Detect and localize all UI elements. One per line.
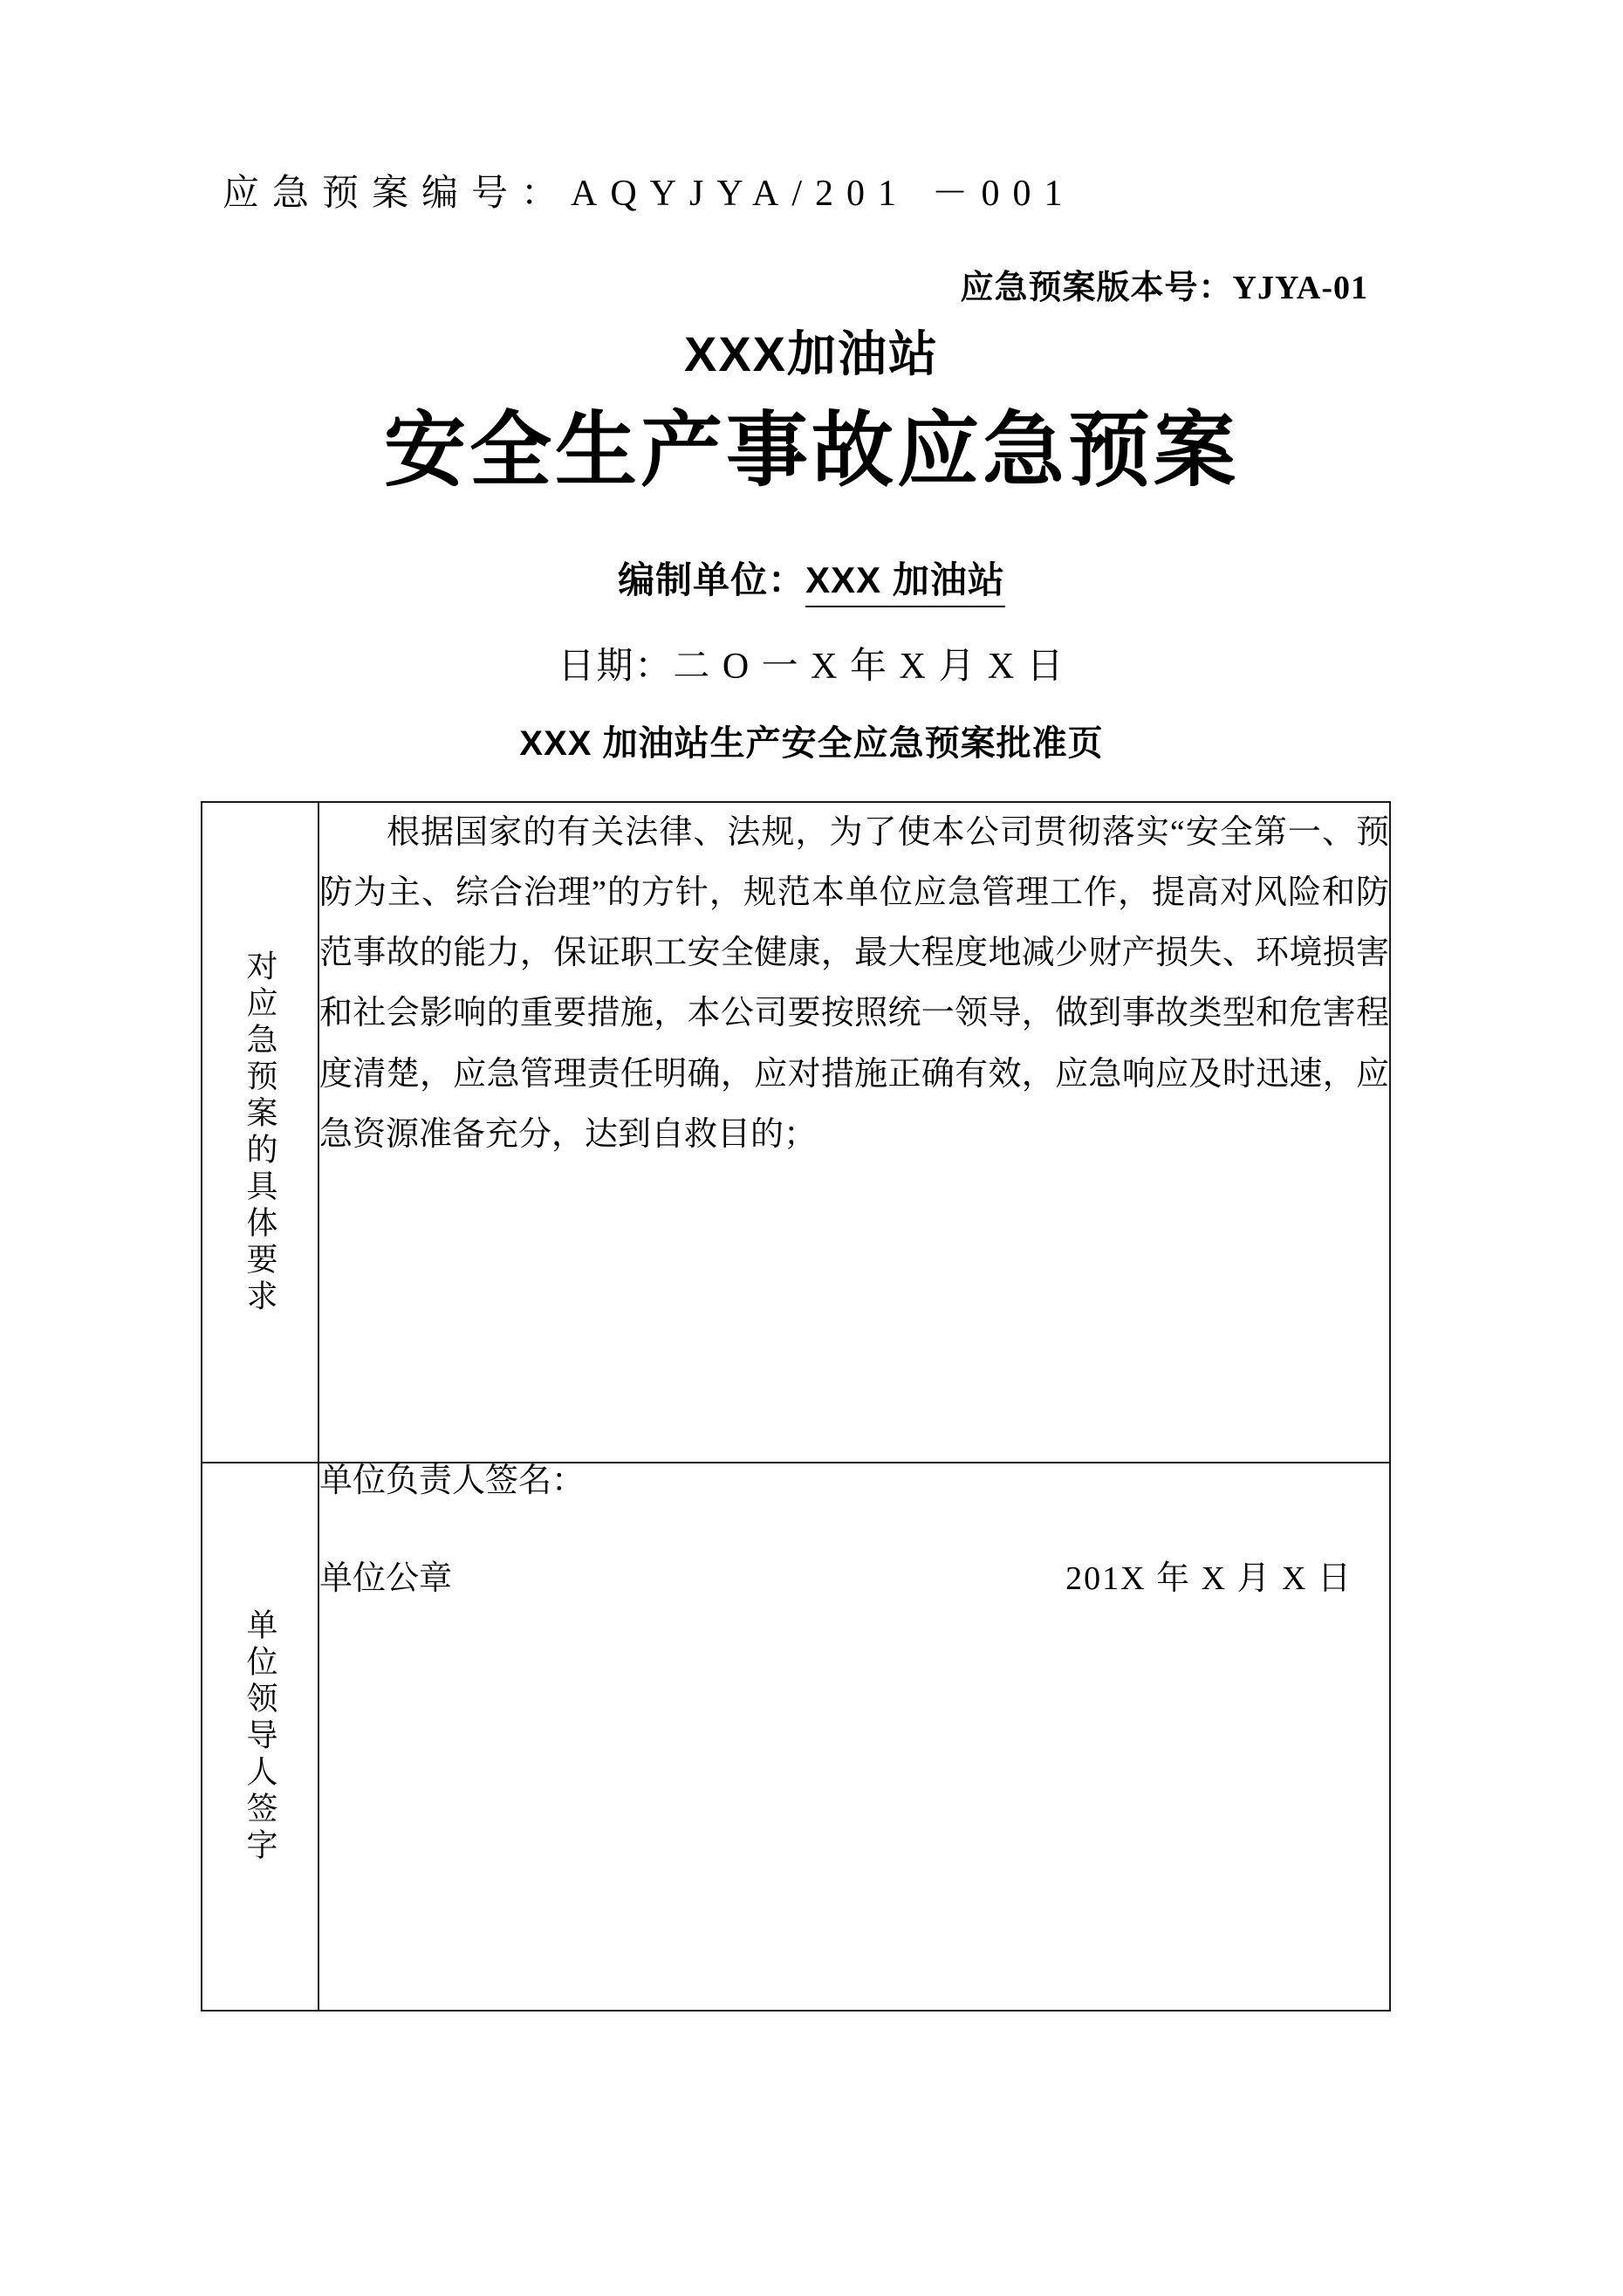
requirements-label-cell (202, 802, 318, 1463)
requirements-label: 对应急预案的具体要求 (243, 949, 277, 1316)
page-title: 安全生产事故应急预案 (383, 404, 1239, 496)
document-date: 日期：二 O 一 X 年 X 月 X 日 (558, 647, 1065, 687)
signature-body-cell (318, 1463, 1390, 2011)
table-row (202, 802, 1390, 1463)
document-number: 应急预案编号：AQYJYA/201 －001 (223, 174, 1076, 214)
approval-table (201, 801, 1391, 2012)
document-version-number: 应急预案版本号：YJYA-01 (960, 270, 1368, 306)
approval-page-heading: XXX 加油站生产安全应急预案批准页 (519, 724, 1104, 763)
prepared-by-label: 编制单位： (618, 559, 806, 600)
official-seal-label: 单位公章 (319, 1559, 453, 1597)
signature-label: 单位领导人签字 (243, 1608, 277, 1865)
table-row (202, 1463, 1390, 2011)
requirements-text: 根据国家的有关法律、法规，为了使本公司贯彻落实“安全第一、预防为主、综合治理”的方针，规范本单位应急管理工作，提高对风险和防范事故的能力，保证职工安全健康，最大程度地减少财产损失、环境损害和社会影响的重要措施，本公司要按照统一领导，做到事故类型和危害程度清楚，应急管理责任明确，应对措施正确有效，应急响应及时迅速，应急资源准备充分，达到自救目的； (319, 814, 1389, 1153)
responsible-person-signature-line: 单位负责人签名： (319, 1463, 586, 1499)
requirements-body-cell (318, 802, 1390, 1463)
seal-and-date-row (319, 1551, 1389, 1599)
signature-label-cell (202, 1463, 318, 2011)
station-name-title: XXX加油站 (683, 326, 940, 381)
signature-date: 201X 年 X 月 X 日 (1065, 1559, 1352, 1597)
requirements-paragraph (319, 803, 1389, 1165)
prepared-by-line (0, 552, 1623, 604)
prepared-by-value: XXX 加油站 (805, 559, 1005, 607)
